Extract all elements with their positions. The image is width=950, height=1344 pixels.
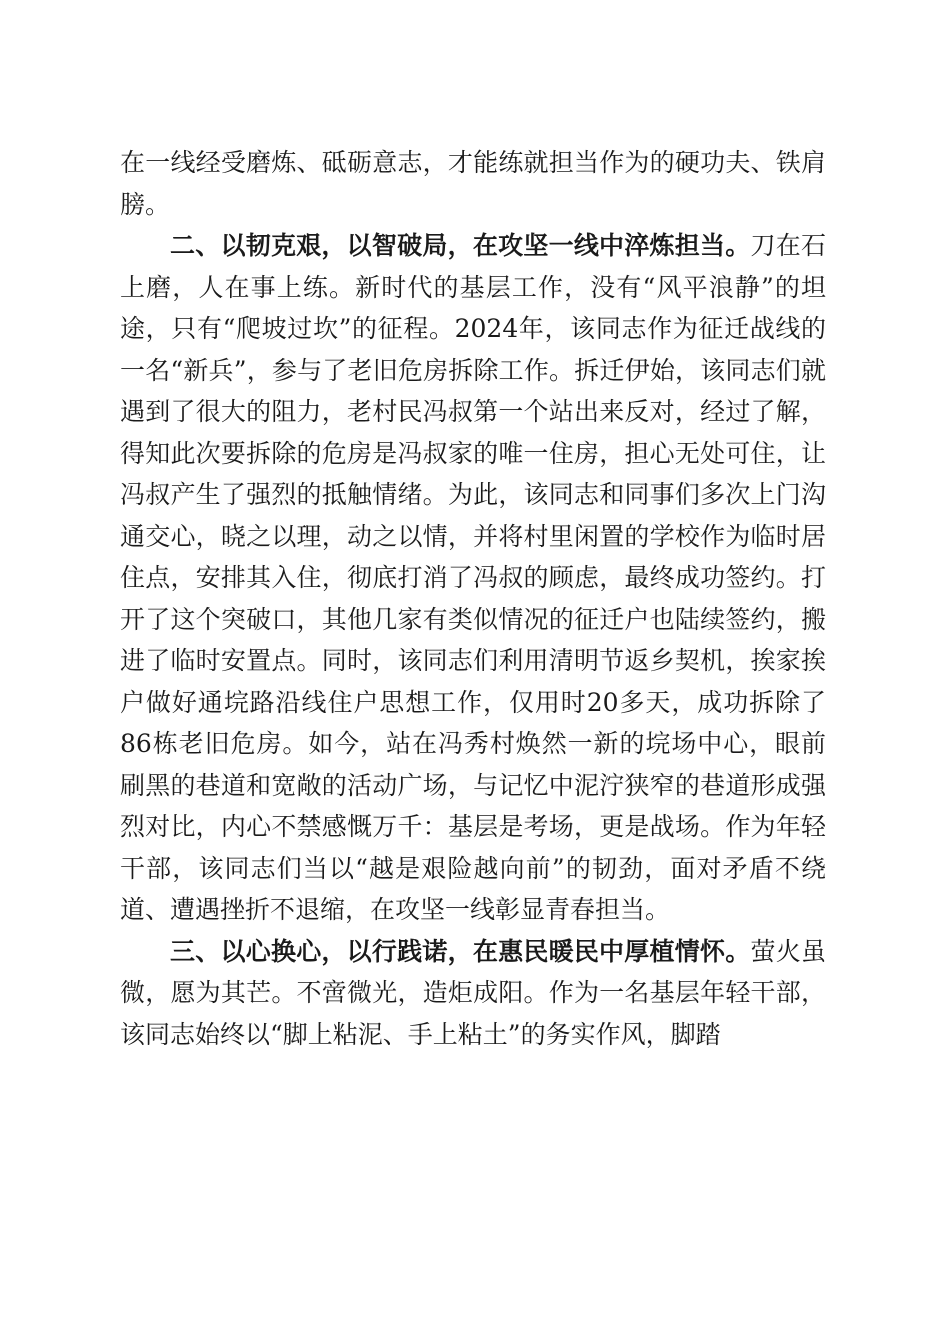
section-heading: 三、以心换心，以行践诺，在惠民暖民中厚植情怀。 (170, 936, 751, 966)
paragraph-body: 刀在石上磨，人在事上练。新时代的基层工作，没有“风平浪静”的坦途，只有“爬坡过坎”的征程。2024年，该同志作为征迁战线的一名“新兵”，参与了老旧危房拆除工作。拆迁伊始，该同志们就遇到了很大的阻力，老村民冯叔第一个站出来反对，经过了解，得知此次要拆除的危房是冯叔家的唯一住房，担心无处可住，让冯叔产生了强烈的抵触情绪。为此，该同志和同事们多次上门沟通交心，晓之以理，动之以情，并将村里闲置的学校作为临时居住点，安排其入住，彻底打消了冯叔的顾虑，最终成功签约。打开了这个突破口，其他几家有类似情况的征迁户也陆续签约，搬进了临时安置点。同时，该同志们利用清明节返乡契机，挨家挨户做好通垸路沿线住户思想工作，仅用时20多天，成功拆除了86栋老旧危房。如今，站在冯秀村焕然一新的垸场中心，眼前刷黑的巷道和宽敞的活动广场，与记忆中泥泞狭窄的巷道形成强烈对比，内心不禁感慨万千：基层是考场，更是战场。作为年轻干部，该同志们当以“越是艰险越向前”的韧劲，面对矛盾不绕道、遭遇挫折不退缩，在攻坚一线彰显青春担当。 (120, 231, 826, 924)
section-heading: 二、以韧克艰，以智破局，在攻坚一线中淬炼担当。 (170, 231, 751, 260)
paragraph-continuation (120, 142, 826, 225)
paragraph-section-three (120, 931, 826, 1056)
paragraph-body: 在一线经受磨炼、砥砺意志，才能练就担当作为的硬功夫、铁肩膀。 (120, 148, 826, 219)
paragraph-body: 萤火虽微，愿为其芒。不啻微光，造炬成阳。作为一名基层年轻干部，该同志始终以“脚上粘泥、手上粘土”的务实作风，脚踏 (120, 936, 826, 1049)
document-page (120, 142, 826, 1055)
paragraph-section-two (120, 225, 826, 931)
